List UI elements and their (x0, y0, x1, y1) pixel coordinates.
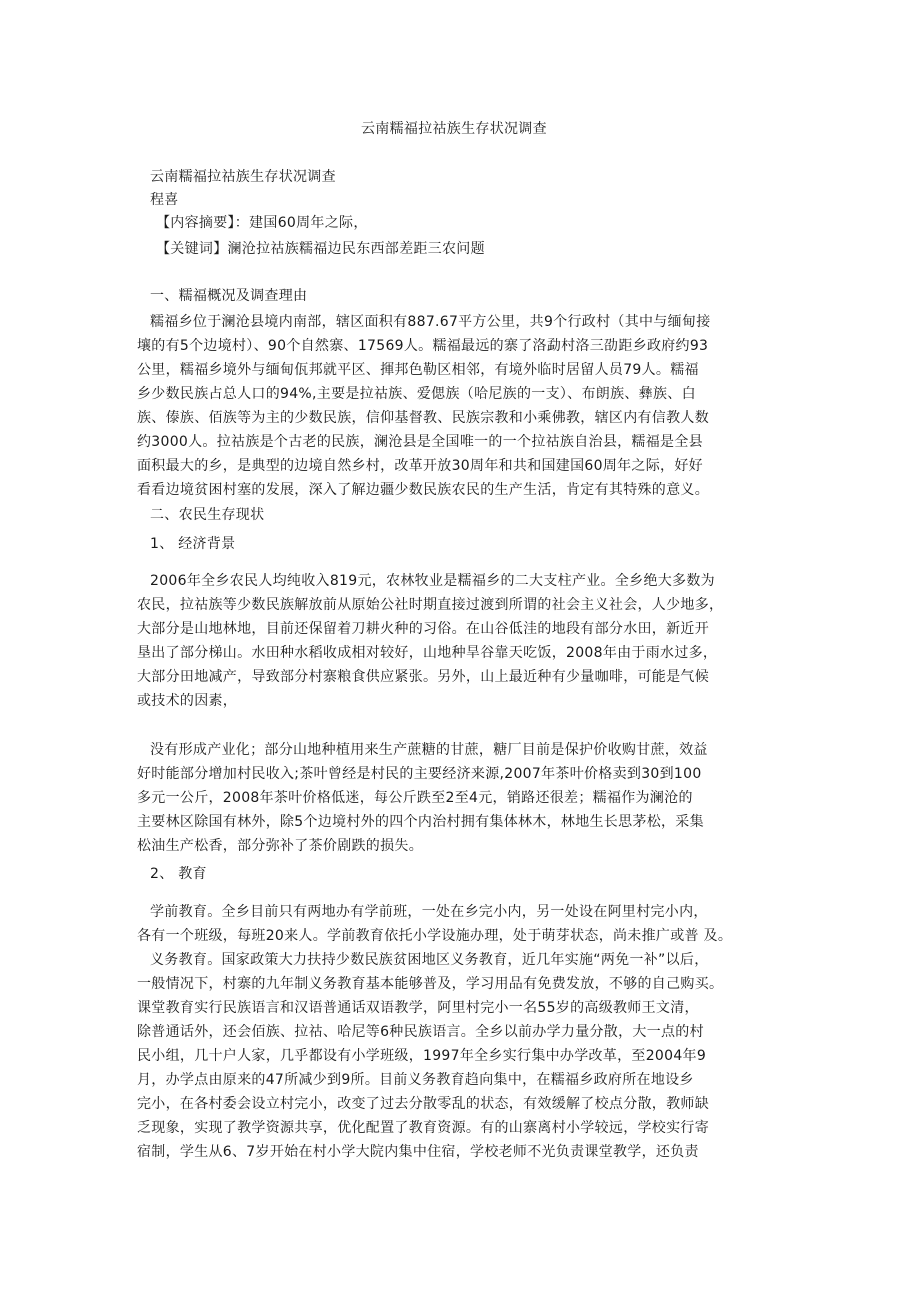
paragraph-line: 壤的有5个边境村）、90个自然寨、17569人。糯福最远的寨了洛勐村洛三劭距乡政府约93 (137, 338, 709, 354)
paragraph-line: 农民，拉祜族等少数民族解放前从原始公社时期直接过渡到所谓的社会主义社会，人少地多， (137, 597, 724, 613)
paragraph-line: 各有一个班级，每班20来人。学前教育依托小学设施办理，处于萌芽状态，尚未推广或普 及。 (137, 928, 733, 944)
doc-keywords: 【关键词】澜沧拉祜族糯福边民东西部差距三农问题 (156, 241, 485, 257)
doc-author: 程喜 (150, 192, 179, 208)
paragraph-line: 民小组，几十户人家，几乎都设有小学班级，1997年全乡实行集中办学改革，至2004年9 (137, 1048, 707, 1064)
paragraph-line: 面积最大的乡，是典型的边境自然乡村，改革开放30周年和共和国建国60周年之际，好好 (137, 458, 703, 474)
paragraph-line: 完小，在各村委会设立村完小，改变了过去分散零乱的状态，有效缓解了校点分散，教师缺 (137, 1096, 709, 1112)
paragraph-line: 或技术的因素， (137, 693, 238, 709)
paragraph-line: 乏现象，实现了教学资源共享，优化配置了教育资源。有的山寨离村小学较远，学校实行寄 (137, 1120, 709, 1136)
paragraph-line: 主要林区除国有林外，除5个边境村外的四个内治村拥有集体林木，林地生长思茅松，采集 (137, 814, 704, 830)
paragraph-line: 除普通话外，还会佰族、拉祜、哈尼等6种民族语言。全乡以前办学力量分散，大一点的村 (137, 1024, 704, 1040)
subsection-heading: 1、 经济背景 (150, 536, 236, 552)
page-title: 云南糯福拉祜族生存状况调查 (361, 121, 547, 137)
paragraph-line: 月，办学点由原来的47所减少到9所。目前义务教育趋向集中，在糯福乡政府所在地设乡 (137, 1072, 694, 1088)
paragraph-line: 没有形成产业化；部分山地种植用来生产蔗糖的甘蔗，糖厂目前是保护价收购甘蔗，效益 (150, 742, 708, 758)
paragraph-line: 宿制，学生从6、7岁开始在村小学大院内集中住宿，学校老师不光负责课堂教学，还负责 (137, 1144, 699, 1160)
paragraph-line: 看看边境贫困村塞的发展，深入了解边疆少数民族农民的生产生活，肯定有其特殊的意义。 (137, 482, 709, 498)
section-heading: 一、糯福概况及调查理由 (150, 288, 308, 304)
section-heading: 二、农民生存现状 (150, 507, 265, 523)
paragraph-line: 公里，糯福乡境外与缅甸佤邦就平区、揮邦色勒区相邻，有境外临时居留人员79人。糯福 (137, 362, 699, 378)
paragraph-line: 多元一公斤，2008年茶叶价格低迷，每公斤跌至2至4元，销路还很差；糯福作为澜沧的 (137, 790, 693, 806)
paragraph-line: 族、傣族、佰族等为主的少数民族，信仰基督教、民族宗教和小乘佛教，辖区内有信教人数 (137, 410, 709, 426)
paragraph-line: 垦出了部分梯山。水田种水稻收成相对较好，山地种旱谷靠天吃饭，2008年由于雨水过多， (137, 645, 718, 661)
doc-subtitle: 云南糯福拉祜族生存状况调查 (150, 169, 336, 185)
paragraph-line: 约3000人。拉祜族是个古老的民族，澜沧县是全国唯一的一个拉祜族自治县，糯福是全县 (137, 434, 703, 450)
paragraph-line: 课堂教育实行民族语言和汉语普通话双语教学，阿里村完小一名55岁的高级教师王文清， (137, 1000, 699, 1016)
paragraph-line: 义务教育。国家政策大力扶持少数民族贫困地区义务教育，近几年实施“两免一补”以后， (150, 952, 709, 968)
paragraph-line: 大部分田地减产，导致部分村寨粮食供应紧张。另外，山上最近种有少量咖啡，可能是气候 (137, 669, 709, 685)
paragraph-line: 学前教育。全乡目前只有两地办有学前班，一处在乡完小内，另一处设在阿里村完小内， (150, 904, 708, 920)
doc-abstract: 【内容摘要】：建国60周年之际， (156, 215, 368, 231)
paragraph-line: 大部分是山地林地，目前还保留着刀耕火种的习俗。在山谷低洼的地段有部分水田，新近开 (137, 621, 709, 637)
paragraph-line: 2006年全乡农民人均纯收入819元，农林牧业是糯福乡的二大支柱产业。全乡绝大多数为 (150, 573, 715, 589)
subsection-heading: 2、 教育 (150, 866, 207, 882)
paragraph-line: 乡少数民族占总人口的94%,主要是拉祜族、爱偲族（哈尼族的一支）、布朗族、彝族、白 (137, 386, 696, 402)
paragraph-line: 糯福乡位于澜沧县境内南部，辖区面积有887.67平方公里，共9个行政村（其中与缅甸接 (150, 314, 711, 330)
paragraph-line: 一般情况下，村寨的九年制义务教育基本能够普及，学习用品有免费发放，不够的自己购买。 (137, 976, 724, 992)
paragraph-line: 好时能部分增加村民收入;茶叶曾经是村民的主要经济来源,2007年茶叶价格卖到30到100 (137, 766, 702, 782)
paragraph-line: 松油生产松香，部分弥补了茶价剧跌的损失。 (137, 838, 423, 854)
